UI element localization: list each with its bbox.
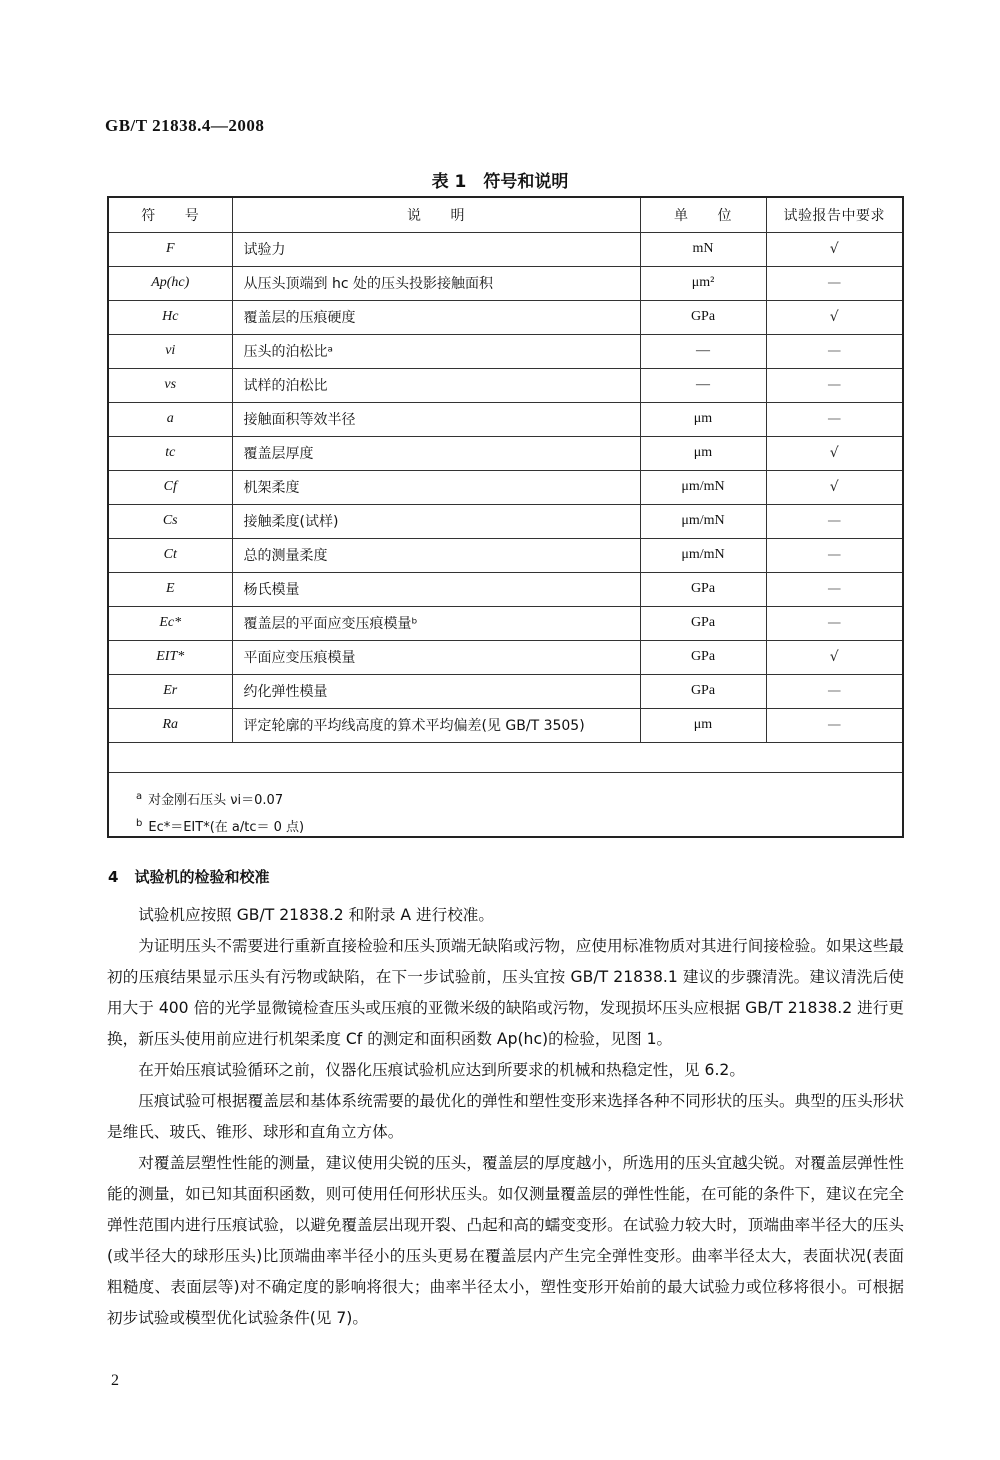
required-cell: — (766, 504, 902, 538)
unit-cell: μm (640, 436, 766, 470)
footnote-b: $^b$ Ec*＝EIT*(在 a/tc＝ 0 点) (136, 817, 305, 835)
required-cell: √ (766, 232, 902, 266)
required-cell: √ (766, 436, 902, 470)
description-cell: 压头的泊松比ᵃ (232, 334, 640, 368)
unit-cell: μm² (640, 266, 766, 300)
table-row (109, 674, 902, 708)
description-cell: 约化弹性模量 (232, 674, 640, 708)
footnote-a: $^a$ 对金刚石压头 νi＝0.07 (136, 790, 284, 808)
table-row (109, 470, 902, 504)
table-row (109, 436, 902, 470)
symbol-cell: Ap(hc) (109, 266, 232, 300)
symbol-cell: Cs (109, 504, 232, 538)
symbol-cell: F (109, 232, 232, 266)
table-header-row (109, 198, 902, 232)
symbol-cell: νi (109, 334, 232, 368)
required-cell: — (766, 674, 902, 708)
description-cell: 杨氏模量 (232, 572, 640, 606)
symbol-cell: Hc (109, 300, 232, 334)
section-title: 试验机的检验和校准 (134, 868, 270, 886)
paragraph: 试验机应按照 GB/T 21838.2 和附录 A 进行校准。 (138, 906, 494, 924)
table-row (109, 708, 902, 742)
header-description: 说 明 (232, 198, 640, 232)
header-unit: 单 位 (640, 198, 766, 232)
required-cell: — (766, 334, 902, 368)
section-number: 4 (108, 868, 119, 886)
symbol-cell: Ec* (109, 606, 232, 640)
table-row (109, 572, 902, 606)
required-cell: — (766, 402, 902, 436)
symbol-cell: EIT* (109, 640, 232, 674)
table-title: 表 1 符号和说明 (431, 172, 569, 192)
description-cell: 总的测量柔度 (232, 538, 640, 572)
table-row (109, 368, 902, 402)
table-footnotes (109, 772, 902, 843)
table-row (109, 606, 902, 640)
description-cell: 机架柔度 (232, 470, 640, 504)
symbol-cell: E (109, 572, 232, 606)
unit-cell: μm (640, 708, 766, 742)
unit-cell: GPa (640, 674, 766, 708)
symbol-cell: νs (109, 368, 232, 402)
required-cell: — (766, 266, 902, 300)
header-report-required: 试验报告中要求 (766, 198, 902, 232)
unit-cell: μm (640, 402, 766, 436)
page-number: 2 (111, 1372, 119, 1389)
unit-cell: GPa (640, 572, 766, 606)
unit-cell: — (640, 334, 766, 368)
description-cell: 覆盖层厚度 (232, 436, 640, 470)
description-cell: 接触面积等效半径 (232, 402, 640, 436)
description-cell: 试样的泊松比 (232, 368, 640, 402)
symbol-cell: Ra (109, 708, 232, 742)
symbols-table-box (107, 196, 904, 838)
description-cell: 覆盖层的压痕硬度 (232, 300, 640, 334)
symbol-cell: Ct (109, 538, 232, 572)
required-cell: — (766, 606, 902, 640)
section-heading (108, 866, 269, 887)
unit-cell: GPa (640, 640, 766, 674)
unit-cell: GPa (640, 300, 766, 334)
section-body (107, 900, 904, 1334)
table-row (109, 538, 902, 572)
symbol-cell: a (109, 402, 232, 436)
required-cell: — (766, 572, 902, 606)
table-row (109, 504, 902, 538)
unit-cell: GPa (640, 606, 766, 640)
paragraph: 在开始压痕试验循环之前，仪器化压痕试验机应达到所要求的机械和热稳定性，见 6.2。 (138, 1061, 745, 1079)
symbol-cell: Cf (109, 470, 232, 504)
paragraph: 压痕试验可根据覆盖层和基体系统需要的最优化的弹性和塑性变形来选择各种不同形状的压头。典型的压头形状是维氏、玻氏、锥形、球形和直角立方体。 (107, 1092, 904, 1141)
table-row (109, 640, 902, 674)
symbol-cell: Er (109, 674, 232, 708)
table-row (109, 266, 902, 300)
unit-cell: mN (640, 232, 766, 266)
symbol-cell: tc (109, 436, 232, 470)
unit-cell: μm/mN (640, 470, 766, 504)
required-cell: √ (766, 640, 902, 674)
unit-cell: — (640, 368, 766, 402)
unit-cell: μm/mN (640, 504, 766, 538)
required-cell: — (766, 538, 902, 572)
standard-number: GB/T 21838.4—2008 (105, 116, 265, 135)
table-row (109, 402, 902, 436)
table-row (109, 232, 902, 266)
table-row (109, 300, 902, 334)
required-cell: √ (766, 470, 902, 504)
description-cell: 从压头顶端到 hc 处的压头投影接触面积 (232, 266, 640, 300)
paragraph: 对覆盖层塑性性能的测量，建议使用尖锐的压头，覆盖层的厚度越小，所选用的压头宜越尖锐。对覆盖层弹性性能的测量，如已知其面积函数，则可使用任何形状压头。如仅测量覆盖层的弹性性能，在可能的条件下，建议在完全弹性范围内进行压痕试验，以避免覆盖层出现开裂、凸起和高的蠕变变形。在试验力较大时，顶端曲率半径大的压头(或半径大的球形压头)比顶端曲率半径小的压头更易在覆盖层内产生完全弹性变形。曲率半径太大，表面状况(表面粗糙度、表面层等)对不确定度的影响将很大；曲率半径太小，塑性变形开始前的最大试验力或位移将很小。可根据初步试验或模型优化试验条件(见 7)。 (107, 1154, 904, 1327)
description-cell: 评定轮廓的平均线高度的算术平均偏差(见 GB/T 3505) (232, 708, 640, 742)
unit-cell: μm/mN (640, 538, 766, 572)
header-symbol: 符 号 (109, 198, 232, 232)
table-row (109, 334, 902, 368)
required-cell: — (766, 368, 902, 402)
symbols-table (109, 198, 902, 743)
description-cell: 覆盖层的平面应变压痕模量ᵇ (232, 606, 640, 640)
paragraph: 为证明压头不需要进行重新直接检验和压头顶端无缺陷或污物，应使用标准物质对其进行间接检验。如果这些最初的压痕结果显示压头有污物或缺陷，在下一步试验前，压头宜按 GB/T 21838.1 建议的步骤清洗。建议清洗后使用大于 400 倍的光学显微镜检查压头或压痕的亚微米级的缺陷或污物，发现损坏压头应根据 GB/T 21838.2 进行更换，新压头使用前应进行机架柔度 Cf 的测定和面积函数 Ap(hc)的检验，见图 1。 (107, 937, 904, 1048)
required-cell: — (766, 708, 902, 742)
description-cell: 接触柔度(试样) (232, 504, 640, 538)
description-cell: 试验力 (232, 232, 640, 266)
description-cell: 平面应变压痕模量 (232, 640, 640, 674)
required-cell: √ (766, 300, 902, 334)
